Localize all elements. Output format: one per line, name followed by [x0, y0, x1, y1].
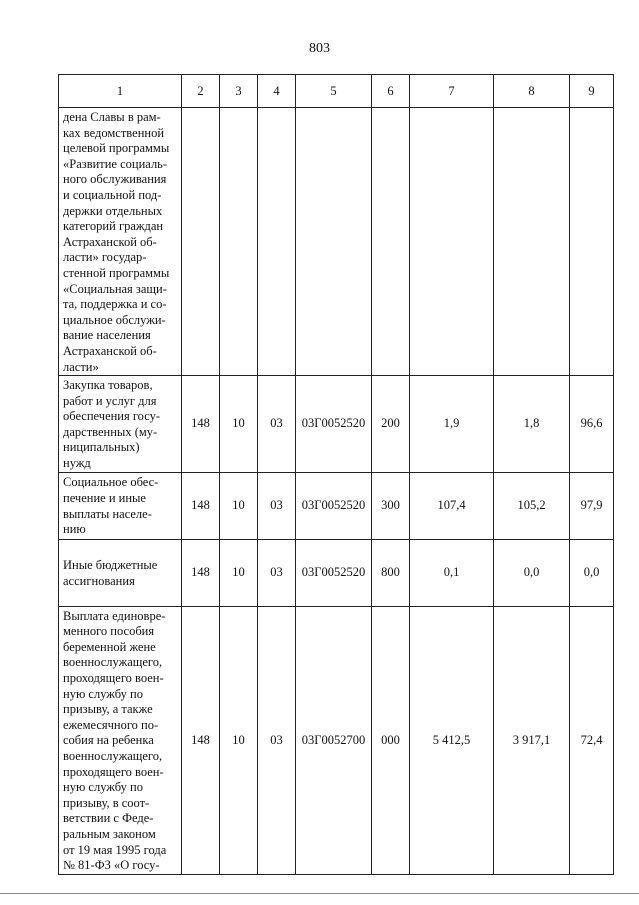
cell-percent: 72,4	[570, 606, 614, 874]
cell-actual: 3 917,1	[494, 606, 570, 874]
cell-planned: 5 412,5	[410, 606, 494, 874]
header-cell: 8	[494, 75, 570, 108]
cell-target-article: 03Г0052700	[296, 606, 372, 874]
row-description: Социальное обес- печение и иные выплаты населе- нию	[59, 472, 182, 539]
cell-subsection: 03	[258, 539, 296, 606]
cell-expense-type: 200	[372, 376, 410, 473]
header-row	[59, 75, 614, 108]
cell-ministry-code: 148	[182, 376, 220, 473]
cell-section: 10	[220, 472, 258, 539]
row-description: Закупка товаров, работ и услуг для обеспечения госу- дарственных (му- ниципальных) нужд	[59, 376, 182, 473]
header-cell: 5	[296, 75, 372, 108]
cell-ministry-code: 148	[182, 472, 220, 539]
table-row	[59, 606, 614, 874]
table-row	[59, 108, 614, 376]
cell-section: 10	[220, 376, 258, 473]
table-row	[59, 472, 614, 539]
cell-subsection: 03	[258, 472, 296, 539]
cell-section: 10	[220, 606, 258, 874]
cell-expense-type: 800	[372, 539, 410, 606]
cell-planned	[410, 108, 494, 376]
cell-ministry-code	[182, 108, 220, 376]
cell-planned: 1,9	[410, 376, 494, 473]
header-cell: 3	[220, 75, 258, 108]
header-cell: 4	[258, 75, 296, 108]
header-cell: 7	[410, 75, 494, 108]
cell-ministry-code: 148	[182, 539, 220, 606]
cell-expense-type: 300	[372, 472, 410, 539]
cell-expense-type: 000	[372, 606, 410, 874]
scan-edge-line	[0, 893, 639, 894]
cell-actual: 0,0	[494, 539, 570, 606]
header-cell: 9	[570, 75, 614, 108]
cell-ministry-code: 148	[182, 606, 220, 874]
cell-target-article: 03Г0052520	[296, 472, 372, 539]
row-description: дена Славы в рам- ках ведомственной целевой программы «Развитие социаль- ного обслуживания и социальной под- держки отдельных категорий граждан Астраханской об- ласти» государ- стенной программы «Социальная защи- та, поддержка и со- циальное обслужи- вание населения Астраханской об- ласти»	[59, 108, 182, 376]
cell-subsection: 03	[258, 376, 296, 473]
row-description: Иные бюджетные ассигнования	[59, 539, 182, 606]
cell-percent: 97,9	[570, 472, 614, 539]
cell-subsection	[258, 108, 296, 376]
cell-target-article: 03Г0052520	[296, 376, 372, 473]
table-row	[59, 376, 614, 473]
cell-expense-type	[372, 108, 410, 376]
header-cell: 1	[59, 75, 182, 108]
cell-actual: 1,8	[494, 376, 570, 473]
cell-planned: 107,4	[410, 472, 494, 539]
cell-percent: 96,6	[570, 376, 614, 473]
cell-planned: 0,1	[410, 539, 494, 606]
cell-target-article: 03Г0052520	[296, 539, 372, 606]
cell-section: 10	[220, 539, 258, 606]
table-row	[59, 539, 614, 606]
cell-actual	[494, 108, 570, 376]
cell-subsection: 03	[258, 606, 296, 874]
budget-table	[58, 74, 614, 875]
header-cell: 6	[372, 75, 410, 108]
cell-actual: 105,2	[494, 472, 570, 539]
cell-section	[220, 108, 258, 376]
header-cell: 2	[182, 75, 220, 108]
cell-target-article	[296, 108, 372, 376]
cell-percent: 0,0	[570, 539, 614, 606]
cell-percent	[570, 108, 614, 376]
row-description: Выплата единовре- менного пособия беременной жене военнослужащего, проходящего воен- ную службу по призыву, а также ежемесячного по- собия на ребенка военнослужащего, проходящего воен- ную службу по призыву, в соот- ветствии с Феде- ральным законом от 19 мая 1995 года № 81-ФЗ «О госу-	[59, 606, 182, 874]
page-number: 803	[309, 41, 330, 56]
